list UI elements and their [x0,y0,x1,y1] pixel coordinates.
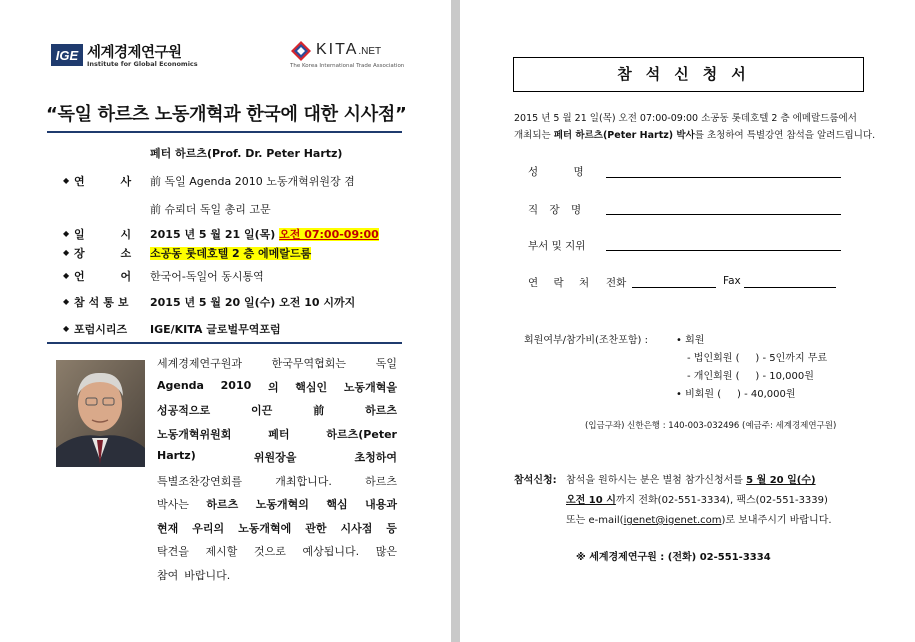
date-label: 일 시 [74,228,148,241]
description-word: 前 [313,404,325,417]
invitation-page [0,0,451,642]
apply-label: 참석신청: [514,475,557,486]
fax-field[interactable] [744,287,836,288]
description-word: 노동개혁에 [238,521,292,535]
event-title: “독일 하르츠 노동개혁과 한국에 대한 시사점” [46,104,407,125]
description-word: 관한 [305,521,327,535]
speaker-photo [56,360,145,467]
forum-value: IGE/KITA 글로벌무역포럼 [150,323,281,336]
apply-line-3: 또는 e-mail(igenet@igenet.com)로 보내주시기 바랍니다. [566,515,832,526]
language-value: 한국어-독일어 동시통역 [150,270,264,283]
email-link[interactable]: igenet@igenet.com [623,515,722,526]
description-line [157,379,397,395]
description-line [157,567,397,583]
bank-account: (입금구좌) 신한은행 : 140-003-032496 (예금주: 세계경제연구원) [585,421,837,431]
description-line [157,449,397,465]
description-line [157,520,397,536]
company-field[interactable] [606,214,841,215]
apply-line-2: 오전 10 시까지 전화(02-551-3334), 팩스(02-551-3339) [566,495,828,506]
description-word: 개최합니다. [275,474,332,488]
kita-logo-name: KITA.NET [316,41,382,58]
description-word: 노동개혁의 [255,498,309,511]
description-word: 것으로 [253,545,286,558]
contact-note: ※ 세계경제연구원 : (전화) 02-551-3334 [576,552,771,563]
name-field[interactable] [606,177,841,178]
phone-label: 전화 [606,277,627,289]
kita-logo-subtitle: The Korea International Trade Association [290,63,405,69]
description-word: 많은 [375,545,397,558]
form-intro-line-1: 2015 년 5 월 21 일(목) 오전 07:00-09:00 소공동 롯데호텔 2 층 에메랄드룸에서 [514,113,857,124]
description-line [157,402,397,418]
rsvp-value: 2015 년 5 월 20 일(수) 오전 10 시까지 [150,296,356,309]
description-line [157,355,397,371]
ige-logo-subtitle: Institute for Global Economics [87,60,198,68]
apply-line-1: 참석을 원하시는 분은 별첨 참가신청서를 5 월 20 일(수) [566,475,816,486]
description-word: 초청하여 [354,451,397,464]
bullet-icon: ◆ [63,229,70,238]
ige-logo-mark [51,44,83,66]
phone-field[interactable] [632,287,716,288]
department-label: 부서 및 지위 [528,240,586,252]
description-word: 시사점 [340,521,373,535]
description-word: 하르츠 [365,404,397,417]
fax-label: Fax [723,275,741,287]
description-word: 노동개혁위원회 [157,427,232,441]
speaker-label: 연 사 [74,175,148,188]
description-word: Agenda [157,378,204,392]
description-word: 탁견을 [157,545,189,558]
description-word: 핵심 [326,498,348,511]
time-value: 오전 07:00-09:00 [279,228,379,241]
bullet-icon: ◆ [63,271,70,280]
description-word: 바랍니다. [184,568,231,582]
fee-non-member: • 비회원 ( ) - 40,000원 [676,389,796,400]
description-word: 핵심인 [295,380,328,394]
description-line [157,543,397,559]
language-label: 언 어 [74,270,148,283]
place-value: 소공동 롯데호텔 2 층 에메랄드룸 [150,247,312,260]
fee-individual: - 개인회원 ( ) - 10,000원 [687,371,814,382]
description-word: 내용과 [365,498,397,511]
name-label: 성 명 [528,166,600,178]
form-title: 참석신청서 [617,65,760,83]
description-word: 노동개혁을 [343,380,397,394]
speaker-line-2: 前 슈뢰더 독일 총리 고문 [150,203,271,216]
description-word: 위원장을 [253,451,297,464]
description-word: 우리의 [192,521,225,535]
date-value: 2015 년 5 월 21 일(목) 오전 07:00-09:00 [150,228,379,241]
description-word: 참여 [157,568,179,582]
speaker-name: 페터 하르츠(Prof. Dr. Peter Hartz) [150,147,343,160]
description-word: 특별조찬강연회를 [157,474,243,488]
description-word: 하르츠(Peter [326,427,397,441]
title-rule [47,131,402,133]
description-word: 이끈 [251,404,273,417]
fee-member: • 회원 [676,335,705,346]
description-word: 의 [267,380,279,394]
fee-corporate: - 법인회원 ( ) - 5인까지 무료 [687,353,828,364]
description-word: 등 [386,521,397,535]
bullet-icon: ◆ [63,176,70,185]
description-word: 하르츠 [365,474,397,488]
description-word: 독일 [375,357,397,370]
company-label: 직 장 명 [528,204,586,216]
description-word: 페터 [268,427,290,441]
place-label: 장 소 [74,247,148,260]
description-word: 예상됩니다. [302,545,360,558]
ige-logo-name: 세계경제연구원 [87,45,182,61]
description-line [157,473,397,489]
bullet-icon: ◆ [63,324,70,333]
ige-logo-letters: IGE [55,48,79,63]
description-word: 세계경제연구원과 [157,357,243,370]
description-word: 박사는 [157,498,189,511]
description-word: 하르츠 [206,498,239,511]
department-field[interactable] [606,250,841,251]
contact-label: 연 락 처 [528,277,596,289]
section-rule [47,342,402,344]
description-line [157,496,397,512]
fee-label: 회원여부/참가비(조찬포함) : [524,335,648,346]
description-word: 현재 [157,521,179,535]
forum-label: 포럼시리즈 [74,323,128,336]
description-line [157,426,397,442]
form-intro-line-2: 개최되는 페터 하르츠(Peter Hartz) 박사를 초청하여 특별강연 참석을 알려드립니다. [514,130,876,141]
bullet-icon: ◆ [63,248,70,257]
description-word: 2010 [220,378,252,392]
bullet-icon: ◆ [63,297,70,306]
speaker-line-1: 前 독일 Agenda 2010 노동개혁위원장 겸 [150,175,355,188]
registration-form-page [460,0,915,642]
rsvp-label: 참석통보 [74,296,133,309]
description-word: 한국무역협회는 [271,357,347,370]
description-word: Hartz) [157,449,196,462]
kita-logo-mark [290,40,312,62]
description-word: 성공적으로 [157,404,211,417]
description-word: 제시할 [205,545,238,558]
